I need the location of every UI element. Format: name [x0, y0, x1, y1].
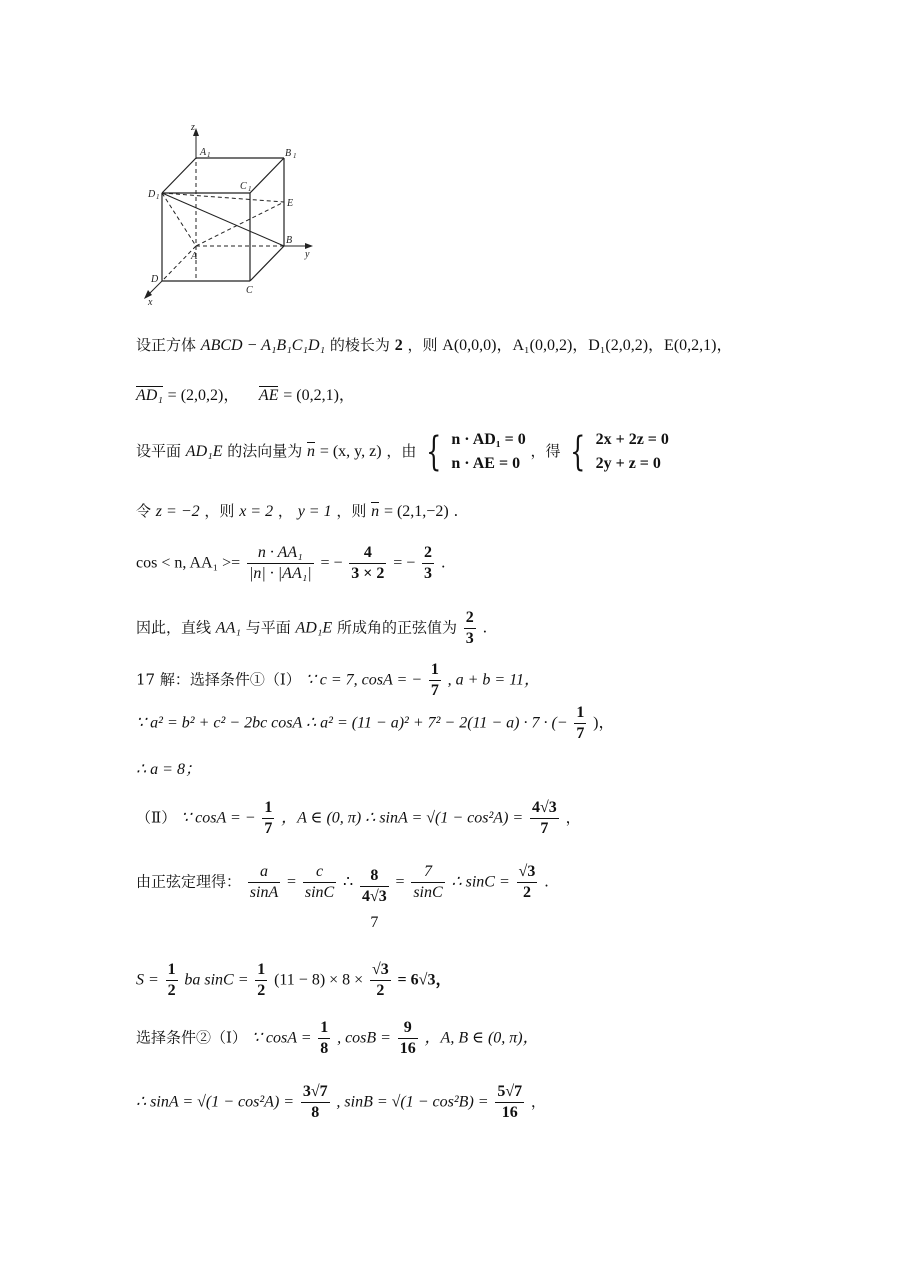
math-val: = (2,0,2)，	[167, 387, 240, 404]
fraction	[255, 960, 267, 1001]
numerator: n · AA₁	[247, 543, 314, 564]
line-condition2	[136, 1018, 539, 1059]
label-b1: B	[285, 148, 292, 159]
math: ∴ a = 8；	[136, 761, 201, 778]
fraction	[429, 660, 441, 701]
math-val: = (0,2,1)，	[283, 387, 355, 404]
fraction	[530, 798, 559, 839]
label-y: y	[305, 249, 310, 260]
math: z = −2	[155, 503, 200, 520]
denominator: 2	[522, 884, 531, 901]
label-e: E	[287, 198, 294, 209]
text: ，则	[336, 502, 367, 520]
fraction	[495, 1082, 524, 1123]
numerator: 8	[360, 866, 389, 887]
text: 所成角的正弦值为	[336, 618, 457, 637]
text: 设正方体	[136, 336, 197, 354]
math: = −	[393, 554, 416, 572]
fraction	[411, 862, 444, 903]
numerator: 4	[349, 543, 386, 564]
math: =	[287, 873, 297, 891]
math: ∵ c = 7, cosA = −	[305, 671, 423, 689]
denominator: 3	[465, 630, 474, 647]
line-sine-law	[136, 862, 549, 933]
math: cos < n, AA₁ >=	[136, 554, 241, 572]
math: ∴ sinA = √(1 − cos²A) =	[136, 1093, 295, 1111]
denominator: sinA	[249, 884, 279, 901]
math: = (2,1,−2)	[383, 503, 449, 520]
math-coords: A(0,0,0)，A₁(0,0,2)，D₁(2,0,2)，E(0,2,1)，	[442, 337, 733, 354]
vector-n: n	[371, 503, 380, 520]
numerator: 1	[318, 1018, 330, 1039]
fraction	[464, 608, 476, 649]
fraction	[360, 866, 389, 933]
numerator: 2	[464, 608, 476, 629]
eq: 2y + z = 0	[595, 455, 661, 472]
math: ，A ∈ (0, π) ∴ sinA = √(1 − cos²A) =	[281, 809, 524, 827]
math: , cosB =	[337, 1029, 391, 1047]
math: x = 2	[239, 503, 274, 520]
fraction	[398, 1018, 418, 1059]
label-b1-sub: 1	[293, 152, 297, 160]
text: .	[440, 553, 446, 572]
numerator: 1	[574, 703, 586, 724]
cube-diagram	[136, 118, 321, 308]
fraction	[301, 1082, 330, 1123]
denominator: 7	[264, 820, 273, 837]
numerator: 1	[166, 960, 178, 981]
math-cube: ABCD − A₁B₁C₁D₁	[200, 337, 326, 354]
numerator: √3	[370, 960, 391, 981]
text: ，	[530, 1092, 546, 1111]
fraction	[166, 960, 178, 1001]
label-z: z	[191, 122, 195, 133]
math: AD₁E	[295, 619, 333, 637]
denominator: 4√3	[361, 888, 387, 905]
fraction	[349, 543, 386, 584]
denominator: 3 × 2	[351, 565, 385, 582]
line-cube-setup	[136, 332, 733, 355]
denominator: 8	[311, 1104, 320, 1121]
eq: n · AD₁ = 0	[451, 431, 526, 448]
system-2	[596, 428, 669, 476]
text: ，得	[530, 442, 561, 460]
fraction	[248, 862, 280, 903]
brace: {	[570, 429, 586, 475]
vector-ae: AE	[258, 387, 279, 404]
numerator: 7	[411, 862, 444, 883]
denominator-sub: 7	[370, 914, 379, 931]
math: (11 − 8) × 8 ×	[274, 971, 364, 989]
label-d1: D	[148, 189, 156, 200]
text: .	[544, 872, 549, 891]
text: 选择条件②（Ⅰ）	[136, 1028, 247, 1047]
math: ∴ sinC =	[451, 873, 510, 891]
label-c1: C	[240, 181, 247, 192]
label-c1-sub: 1	[248, 185, 252, 193]
label-b: B	[286, 235, 293, 246]
line-17-condition1	[136, 660, 540, 701]
math: = 6√3，	[397, 971, 452, 989]
text: ，	[277, 502, 293, 520]
cube-figure	[136, 118, 321, 308]
math: ba sinC =	[184, 971, 249, 989]
math: )，	[593, 714, 615, 732]
eq: n · AE = 0	[451, 455, 521, 472]
vector-ad1: AD₁	[136, 387, 163, 404]
text: .	[453, 502, 459, 520]
denominator: 2	[376, 982, 385, 999]
line-let-z	[136, 500, 458, 521]
math-nval: = (x, y, z)	[319, 443, 382, 460]
label-a1: A	[200, 147, 207, 158]
line-sin-values	[136, 1082, 546, 1123]
fraction	[574, 703, 586, 744]
denominator: 7	[576, 725, 585, 742]
denominator: 2	[257, 982, 266, 999]
fraction	[247, 543, 314, 584]
line-vectors	[136, 382, 355, 405]
fraction	[370, 960, 391, 1001]
numerator: 5√7	[495, 1082, 524, 1103]
label-d: D	[151, 274, 159, 285]
denominator: 7	[540, 820, 549, 837]
math: , a + b = 11，	[447, 671, 541, 689]
math-plane: AD₁E	[185, 443, 223, 460]
math: AA₁	[215, 619, 241, 637]
fraction	[303, 862, 336, 903]
denominator: sinC	[413, 884, 443, 901]
fraction	[422, 543, 434, 584]
math: ∵ cosA =	[251, 1029, 312, 1047]
text: 由正弦定理得：	[136, 872, 242, 891]
fraction	[318, 1018, 330, 1059]
label-a1-sub: 1	[207, 151, 211, 159]
line-normal-vector	[136, 428, 669, 476]
text: 令	[136, 502, 152, 520]
text: （Ⅱ）	[136, 808, 177, 827]
denominator: 16	[501, 1104, 518, 1121]
numerator: 1	[429, 660, 441, 681]
text: 因此，直线	[136, 618, 212, 637]
text: 17 解：选择条件①（Ⅰ）	[136, 670, 301, 689]
brace: {	[426, 429, 442, 475]
text: ，	[565, 808, 581, 827]
vector-n: n	[307, 443, 316, 460]
eq: 2x + 2z = 0	[595, 431, 669, 448]
math: ，A, B ∈ (0, π)，	[424, 1029, 539, 1047]
text: 设平面	[136, 442, 182, 460]
line-part2-sin	[136, 798, 581, 839]
math: ∵ a² = b² + c² − 2bc cosA ∴ a² = (11 − a)² + 7² − 2(11 − a) · 7 · (−	[136, 714, 568, 732]
math: = −	[320, 554, 343, 572]
denominator: 3	[424, 565, 433, 582]
numerator: 3√7	[301, 1082, 330, 1103]
math: ∵ cosA = −	[180, 809, 256, 827]
denominator: sinC	[304, 884, 335, 901]
text: ，则	[204, 502, 235, 520]
text: 与平面	[245, 618, 291, 637]
denominator: 8	[320, 1040, 329, 1057]
math-two: 2	[394, 337, 403, 354]
line-a-equals-8	[136, 756, 201, 779]
numerator: a	[248, 862, 280, 883]
math: S =	[136, 971, 159, 989]
math: =	[395, 873, 405, 891]
text: .	[482, 618, 488, 637]
numerator: 2	[422, 543, 434, 564]
numerator: c	[303, 862, 336, 883]
label-x: x	[148, 297, 153, 308]
denominator: |n| · |AA₁|	[248, 565, 312, 582]
label-c: C	[246, 285, 253, 296]
text: ，则	[407, 336, 438, 354]
label-a: A	[191, 251, 198, 262]
denominator: 7	[430, 682, 439, 699]
fraction	[517, 862, 538, 903]
numerator: √3	[517, 862, 538, 883]
numerator: 9	[398, 1018, 418, 1039]
numerator: 1	[262, 798, 274, 819]
line-cosine-law	[136, 703, 615, 744]
denominator: 2	[167, 982, 176, 999]
math: , sinB = √(1 − cos²B) =	[336, 1093, 489, 1111]
label-d1-sub: 1	[156, 193, 160, 201]
text: 的法向量为	[227, 442, 303, 460]
numerator: 4√3	[530, 798, 559, 819]
line-conclusion	[136, 608, 487, 649]
line-area	[136, 960, 451, 1001]
numerator: 1	[255, 960, 267, 981]
math: ∴	[342, 873, 354, 891]
text: ，由	[386, 442, 417, 460]
system-1	[451, 428, 525, 476]
line-cos	[136, 543, 446, 584]
fraction	[262, 798, 274, 839]
math: y = 1	[297, 503, 332, 520]
denominator: 16	[399, 1040, 416, 1057]
text: 的棱长为	[329, 336, 390, 354]
